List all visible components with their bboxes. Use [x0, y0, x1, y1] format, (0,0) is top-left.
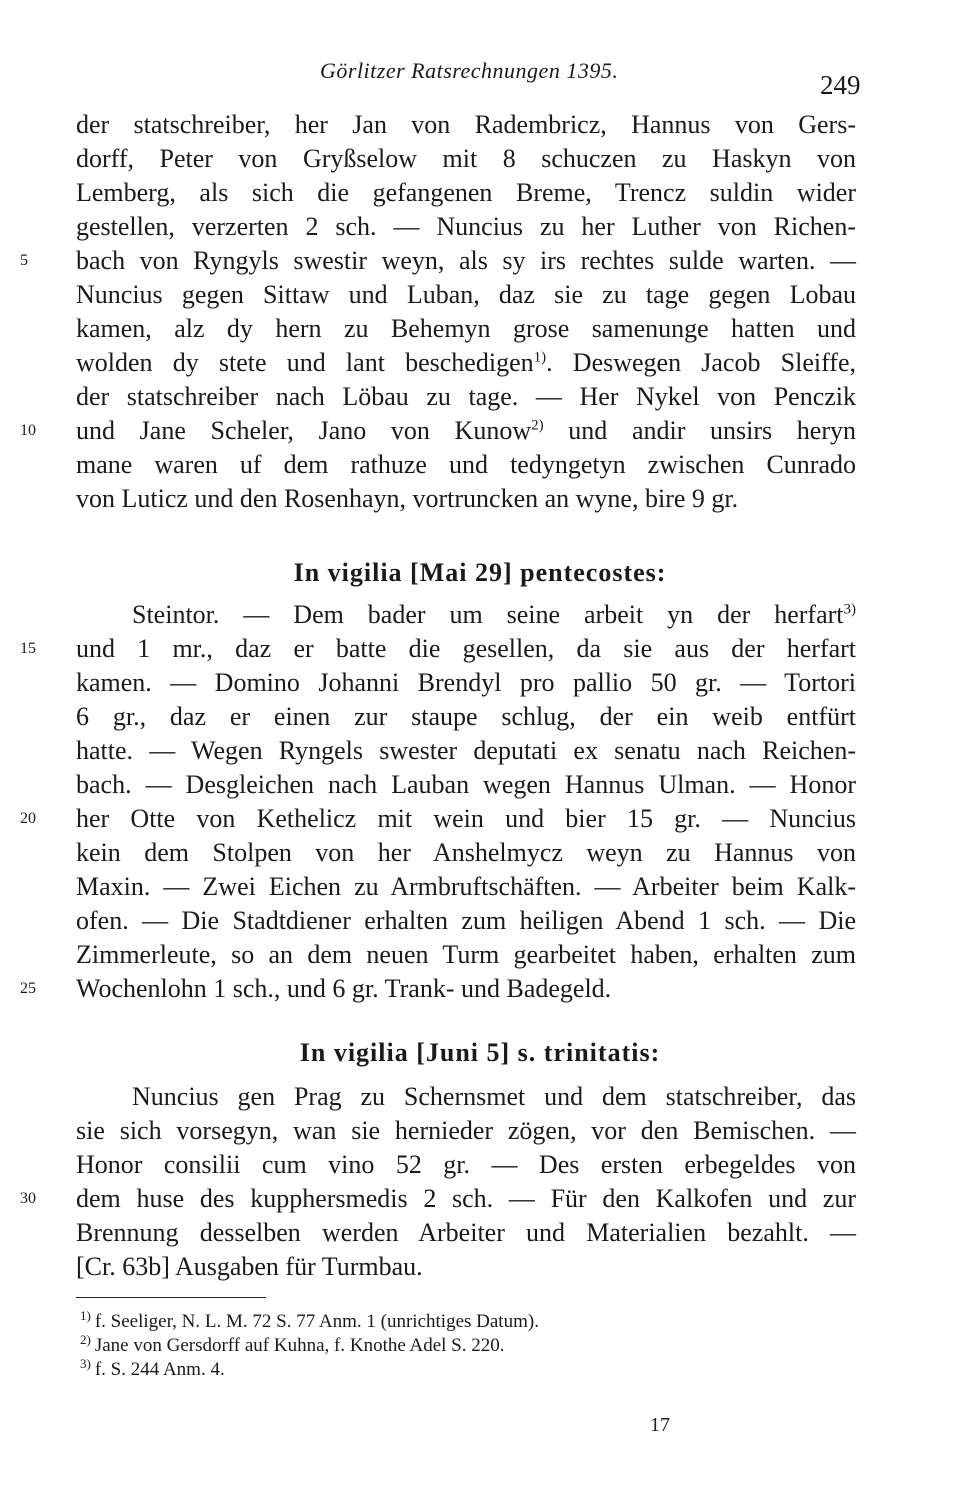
- text-line: [76, 380, 856, 414]
- line-text: Steintor. — Dem bader um seine arbeit yn der herfart: [132, 600, 844, 629]
- line-number: 25: [20, 980, 36, 997]
- line-text-after: und andir unsirs heryn: [543, 416, 856, 445]
- footnote: [80, 1355, 780, 1382]
- line-text: hatte. — Wegen Ryngels swester deputati ex senatu nach Reichen-: [76, 736, 856, 765]
- line-text: gestellen, verzerten 2 sch. — Nuncius zu her Luther von Richen-: [76, 212, 856, 241]
- line-text: dorff, Peter von Gryßselow mit 8 schuczen zu Haskyn von: [76, 144, 856, 173]
- text-line: [76, 1080, 856, 1114]
- text-line: [76, 1148, 856, 1182]
- text-line: [76, 836, 856, 870]
- running-head: [0, 58, 960, 98]
- footnote-rule: [76, 1297, 266, 1298]
- line-text: Wochenlohn 1 sch., und 6 gr. Trank- und Badegeld.: [76, 974, 612, 1003]
- line-text: bach. — Desgleichen nach Lauban wegen Hannus Ulman. — Honor: [76, 770, 856, 799]
- line-text: 6 gr., daz er einen zur staupe schlug, der ein weib entfürt: [76, 702, 856, 731]
- line-text: der statschreiber nach Löbau zu tage. — Her Nykel von Penczik: [76, 382, 856, 411]
- text-line: [76, 1216, 856, 1250]
- line-text: Brennung desselben werden Arbeiter und Materialien bezahlt. —: [76, 1218, 856, 1247]
- line-text: kamen. — Domino Johanni Brendyl pro pallio 50 gr. — Tortori: [76, 668, 856, 697]
- text-line: [20, 1182, 856, 1216]
- footnote-ref: 3): [843, 601, 856, 618]
- text-line: [76, 734, 856, 768]
- footnote-mark: 1): [80, 1307, 91, 1323]
- line-text: kamen, alz dy hern zu Behemyn grose samenunge hatten und: [76, 314, 856, 343]
- line-text: und 1 mr., daz er batte die gesellen, da sie aus der herfart: [76, 634, 856, 663]
- text-line: [76, 312, 856, 346]
- text-line: [76, 346, 856, 380]
- running-title: Görlitzer Ratsrechnungen 1395.: [320, 58, 619, 83]
- text-line: [20, 972, 856, 1006]
- text-line: [20, 802, 856, 836]
- line-text: Zimmerleute, so an dem neuen Turm gearbeitet haben, erhalten zum: [76, 940, 856, 969]
- line-text: [Cr. 63b] Ausgaben für Turmbau.: [76, 1252, 423, 1281]
- line-number: 10: [20, 422, 36, 439]
- footnote-mark: 3): [80, 1355, 91, 1371]
- text-line: [76, 768, 856, 802]
- line-text: her Otte von Kethelicz mit wein und bier 15 gr. — Nuncius: [76, 804, 856, 833]
- text-line: [76, 210, 856, 244]
- paragraph-section-1: [20, 108, 856, 516]
- footnote-mark: 2): [80, 1331, 91, 1347]
- line-text: mane waren uf dem rathuze und tedyngetyn zwischen Cunrado: [76, 450, 856, 479]
- line-number: 15: [20, 640, 36, 657]
- text-line: [76, 666, 856, 700]
- footnote-text: f. Seeliger, N. L. M. 72 S. 77 Anm. 1 (unrichtiges Datum).: [94, 1311, 539, 1332]
- line-text: Nuncius gegen Sittaw und Luban, daz sie zu tage gegen Lobau: [76, 280, 856, 309]
- text-line: [20, 632, 856, 666]
- paragraph-section-3: [20, 1080, 856, 1284]
- line-number: 20: [20, 810, 36, 827]
- line-text: Lemberg, als sich die gefangenen Breme, Trencz suldin wider: [76, 178, 856, 207]
- text-line: [76, 904, 856, 938]
- signature-mark: 17: [650, 1414, 670, 1436]
- page-number: 249: [820, 70, 861, 100]
- text-line: [76, 278, 856, 312]
- line-text-after: . Deswegen Jacob Sleiffe,: [546, 348, 856, 377]
- text-line: [76, 938, 856, 972]
- footnote: [80, 1307, 780, 1334]
- line-number: 30: [20, 1190, 36, 1207]
- footnote-ref: 1): [533, 349, 547, 366]
- footnote: [80, 1331, 780, 1358]
- text-line: [76, 142, 856, 176]
- line-text: bach von Ryngyls swestir weyn, als sy irs rechtes sulde warten. —: [76, 246, 856, 275]
- text-line: [76, 176, 856, 210]
- section-heading-pentecostes: In vigilia [Mai 29] pentecostes:: [293, 558, 667, 587]
- line-text: dem huse des kupphersmedis 2 sch. — Für den Kalkofen und zur: [76, 1184, 856, 1213]
- line-text: ofen. — Die Stadtdiener erhalten zum heiligen Abend 1 sch. — Die: [76, 906, 856, 935]
- line-text: Maxin. — Zwei Eichen zu Armbruftschäften. — Arbeiter beim Kalk-: [76, 872, 856, 901]
- line-text: Honor consilii cum vino 52 gr. — Des ersten erbegeldes von: [76, 1150, 856, 1179]
- text-line: [76, 482, 856, 516]
- section-heading-trinitatis: In vigilia [Juni 5] s. trinitatis:: [299, 1038, 661, 1067]
- footnote-text: Jane von Gersdorff auf Kuhna, f. Knothe Adel S. 220.: [94, 1335, 505, 1356]
- text-line: [76, 598, 856, 632]
- footnote-text: f. S. 244 Anm. 4.: [94, 1359, 225, 1380]
- line-text: kein dem Stolpen von her Anshelmycz weyn zu Hannus von: [76, 838, 856, 867]
- text-line: [20, 244, 856, 278]
- text-line: [76, 1114, 856, 1148]
- footnotes: [80, 1307, 780, 1382]
- line-text: wolden dy stete und lant beschedigen: [76, 348, 534, 377]
- line-text: Nuncius gen Prag zu Schernsmet und dem statschreiber, das: [132, 1082, 856, 1111]
- line-text: sie sich vorsegyn, wan sie hernieder zögen, vor den Bemischen. —: [76, 1116, 856, 1145]
- text-line: [20, 414, 856, 448]
- text-line: [76, 108, 856, 142]
- line-text: der statschreiber, her Jan von Radembricz, Hannus von Gers-: [76, 110, 856, 139]
- line-number: 5: [20, 252, 28, 269]
- paragraph-section-2: [20, 598, 856, 1006]
- text-line: [76, 870, 856, 904]
- text-line: [76, 700, 856, 734]
- footnote-ref: 2): [531, 417, 544, 434]
- line-text: von Luticz und den Rosenhayn, vortruncken an wyne, bire 9 gr.: [76, 484, 739, 513]
- text-line: [76, 1250, 856, 1284]
- text-line: [76, 448, 856, 482]
- line-text: und Jane Scheler, Jano von Kunow: [76, 416, 532, 445]
